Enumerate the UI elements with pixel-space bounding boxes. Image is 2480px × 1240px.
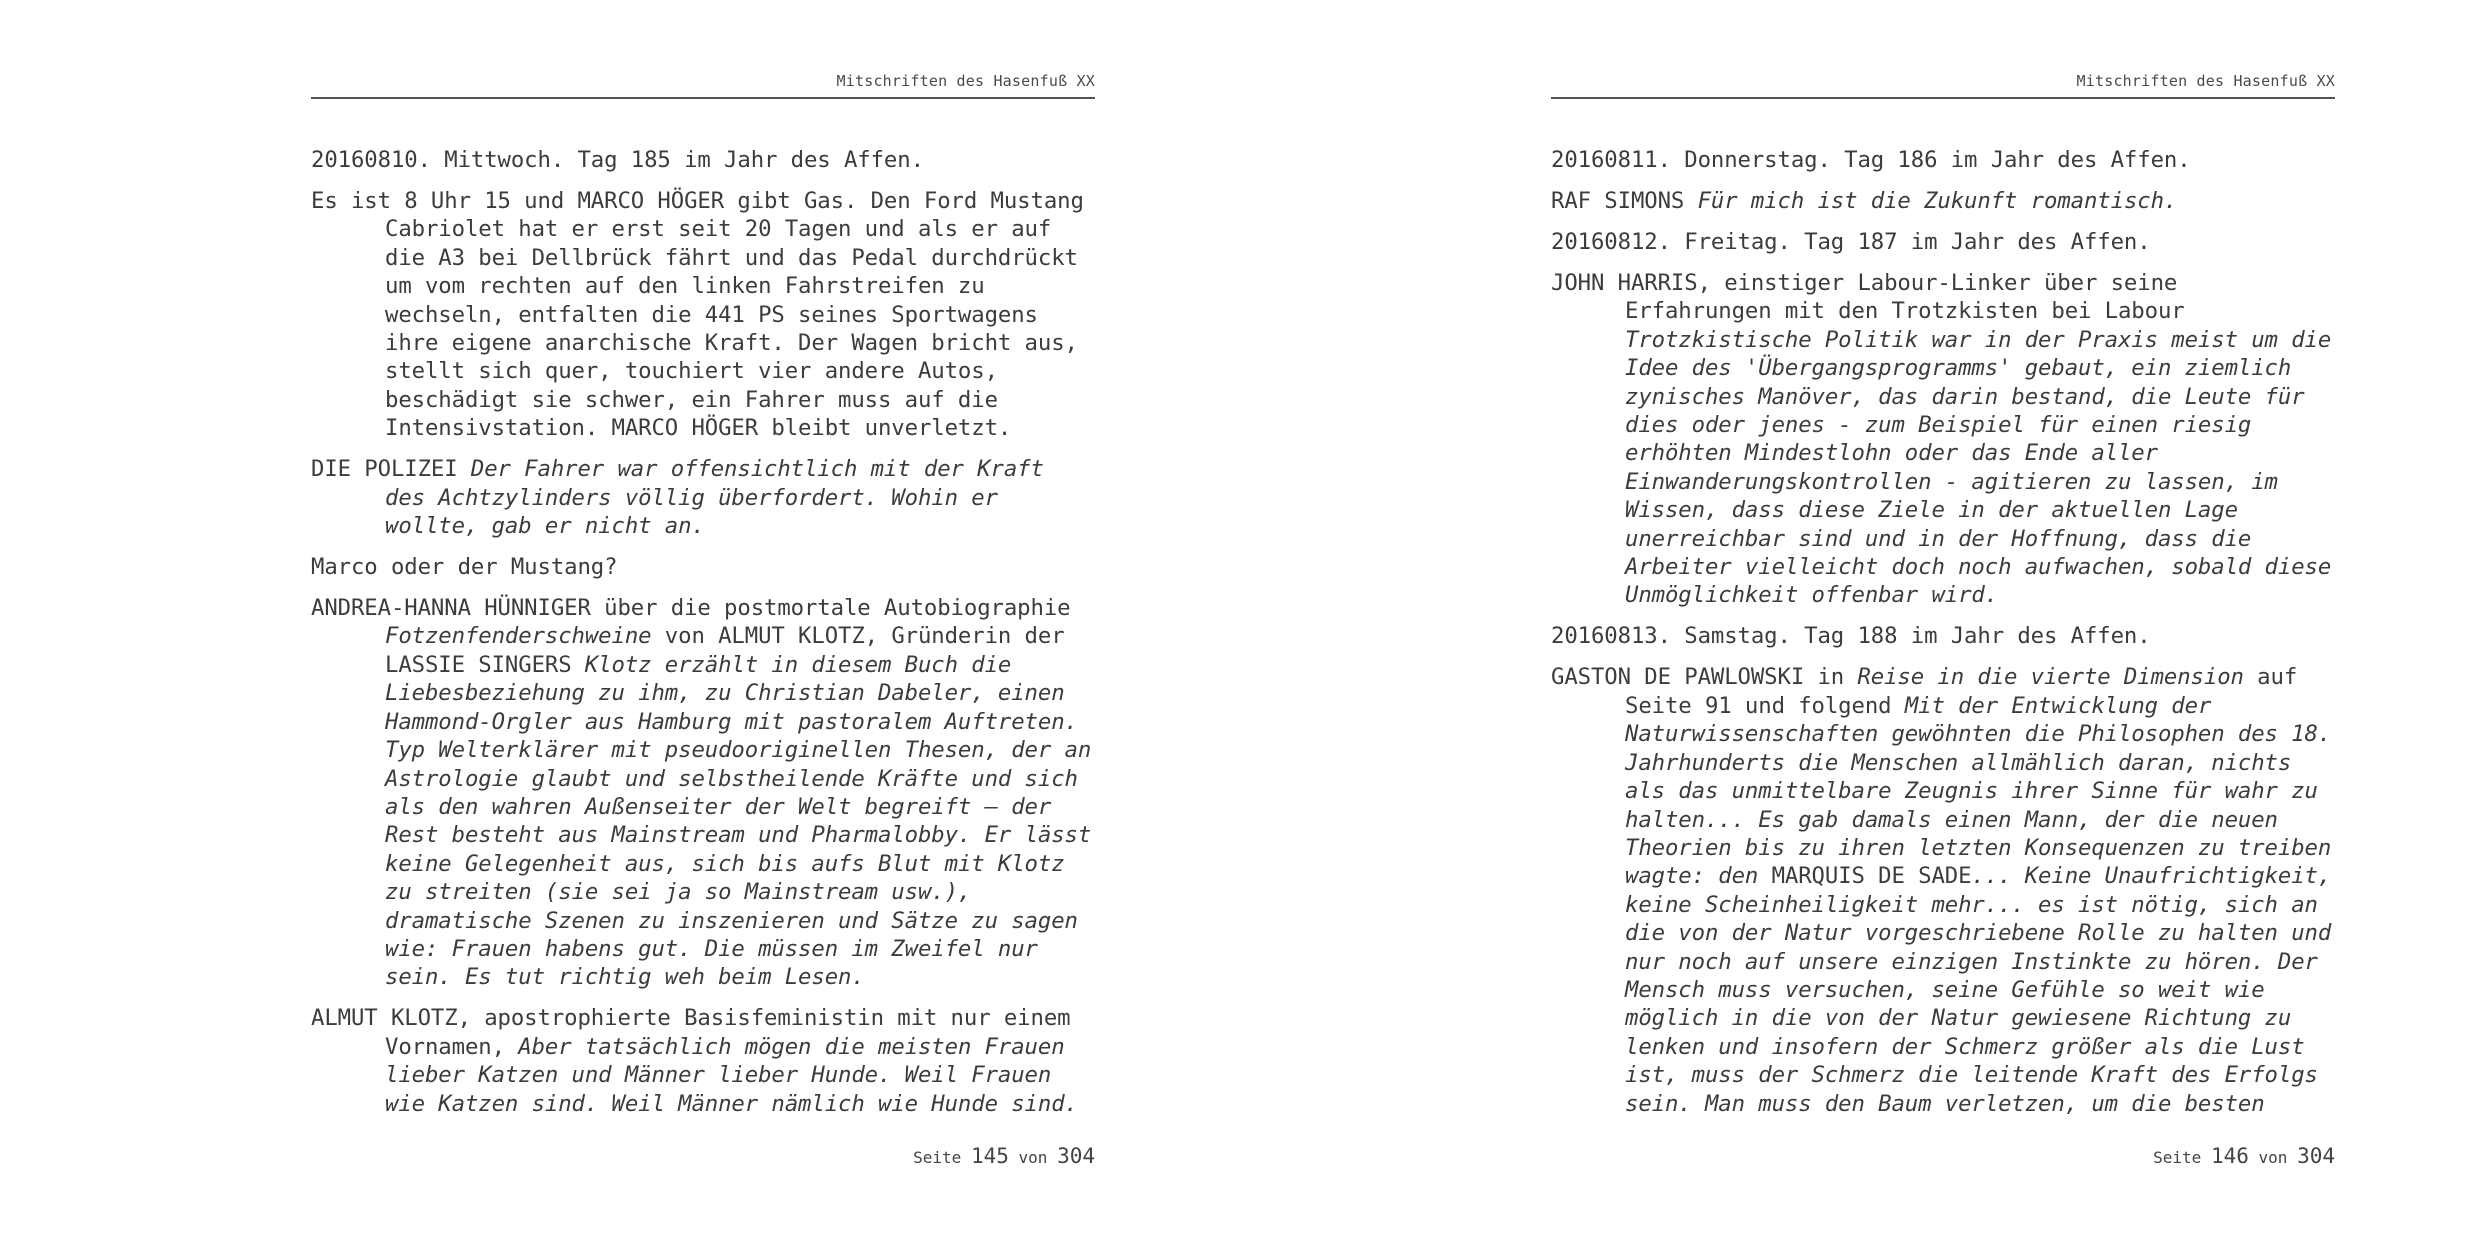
paragraph	[311, 146, 1095, 174]
header-rule	[1551, 97, 2335, 99]
text-segment: JOHN HARRIS, einstiger Labour-Linker über seine Erfahrungen mit den Trotzkisten bei Labour	[1551, 270, 2185, 325]
text-segment: MARQUIS DE SADE	[1771, 863, 1972, 890]
page-total: 304	[2297, 1144, 2335, 1168]
italic-text: Reise in die vierte Dimension	[1857, 664, 2244, 691]
footer-prefix: Seite	[913, 1148, 962, 1167]
paragraph	[1551, 622, 2335, 650]
page-number: 146	[2210, 1144, 2249, 1168]
italic-text: Trotzkistische Politik war in der Praxis meist um die Idee des 'Übergangsprogramms' gebaut, ein ziemlich zynisches Manöver, das darin bestand, die Leute für dies oder jenes - zum Beispiel für einen riesig erhöhten Mindestlohn oder das Ende aller Einwanderungskontrollen - agitieren zu lassen, im Wissen, dass diese Ziele in der aktuellen Lage unerreichbar sind und in der Hoffnung, dass die Arbeiter vielleicht doch noch aufwachen, sobald diese Unmöglichkeit offenbar wird.	[1625, 326, 2332, 609]
page-body	[311, 146, 1095, 1131]
text-segment: von ALMUT KLOTZ, Gründerin der LASSIE SINGERS	[385, 623, 1065, 678]
italic-text: Fotzenfenderschweine	[385, 623, 652, 650]
running-header: Mitschriften des Hasenfuß XX	[836, 72, 1095, 90]
paragraph	[1551, 146, 2335, 174]
page-number: 145	[970, 1144, 1009, 1168]
footer-of: von	[1018, 1148, 1048, 1167]
text-segment: 20160812. Freitag. Tag 187 im Jahr des Affen.	[1551, 229, 2151, 255]
page-total: 304	[1057, 1144, 1095, 1168]
italic-text: Der Fahrer war offensichtlich mit der Kraft des Achtzylinders völlig überfordert. Wohin er wollte, gab er nicht an.	[385, 456, 1044, 540]
text-segment: 20160810. Mittwoch. Tag 185 im Jahr des Affen.	[311, 147, 924, 173]
footer-of: von	[2258, 1148, 2288, 1167]
paragraph	[311, 1004, 1095, 1118]
text-segment: DIE POLIZEI	[311, 456, 471, 483]
paragraph	[1551, 269, 2335, 610]
page-footer	[1551, 1144, 2335, 1168]
text-segment: Marco oder der Mustang?	[311, 554, 618, 581]
page-footer	[311, 1144, 1095, 1168]
paragraph	[311, 187, 1095, 443]
paragraph	[1551, 228, 2335, 256]
text-segment: GASTON DE PAWLOWSKI in	[1551, 664, 1858, 691]
italic-text: Klotz erzählt in diesem Buch die Liebesbeziehung zu ihm, zu Christian Dabeler, einen Hammond-Orgler aus Hamburg mit pastoralem Auftreten. Typ Welterklärer mit pseudooriginellen Thesen, der an Astrologie glaubt und selbstheilende Kräfte und sich als den wahren Außenseiter der Welt begreift – der Rest besteht aus Mainstream und Pharmalobby. Er lässt keine Gelegenheit aus, sich bis aufs Blut mit Klotz zu streiten (sie sei ja so Mainstream usw.), dramatische Szenen zu inszenieren und Sätze zu sagen wie: Frauen habens gut. Die müssen im Zweifel nur sein. Es tut richtig weh beim Lesen.	[385, 651, 1092, 991]
header-rule	[311, 97, 1095, 99]
text-segment: Es ist 8 Uhr 15 und MARCO HÖGER gibt Gas. Den Ford Mustang Cabriolet hat er erst seit 20 Tagen und als er auf die A3 bei Dellbrück fährt und das Pedal durchdrückt um vom rechten auf den linken Fahrstreifen zu wechseln, entfalten die 441 PS seines Sportwagens ihre eigene anarchische Kraft. Der Wagen bricht aus, stellt sich quer, touchiert vier andere Autos, beschädigt sie schwer, ein Fahrer muss auf die Intensivstation. MARCO HÖGER bleibt unverletzt.	[311, 188, 1084, 442]
page-body	[1551, 146, 2335, 1131]
italic-text: Für mich ist die Zukunft romantisch.	[1697, 188, 2178, 214]
right-page	[1240, 0, 2480, 1240]
text-segment: ANDREA-HANNA HÜNNIGER über die postmortale Autobiographie	[311, 595, 1071, 622]
running-header: Mitschriften des Hasenfuß XX	[2076, 72, 2335, 90]
italic-text: ... Keine Unaufrichtigkeit, keine Scheinheiligkeit mehr... es ist nötig, sich an die von der Natur vorgeschriebene Rolle zu halten und nur noch auf unsere einzigen Instinkte zu hören. Der Mensch muss versuchen, seine Gefühle so weit wie möglich in die von der Natur gewiesene Richtung zu lenken und insofern der Schmerz größer als die Lust ist, muss der Schmerz die leitende Kraft des Erfolgs sein. Man muss den Baum verletzen, um die besten	[1625, 863, 2332, 1117]
text-segment: ALMUT KLOTZ, apostrophierte Basisfeministin mit nur einem Vornamen,	[311, 1005, 1071, 1060]
text-segment: 20160811. Donnerstag. Tag 186 im Jahr des Affen.	[1551, 147, 2191, 173]
italic-text: Aber tatsächlich mögen die meisten Frauen lieber Katzen und Männer lieber Hunde. Weil Frauen wie Katzen sind. Weil Männer nämlich wie Hunde sind.	[385, 1033, 1078, 1117]
footer-prefix: Seite	[2153, 1148, 2202, 1167]
paragraph	[311, 594, 1095, 992]
paragraph	[311, 455, 1095, 540]
text-segment: 20160813. Samstag. Tag 188 im Jahr des Affen.	[1551, 623, 2151, 650]
text-segment: RAF SIMONS	[1551, 188, 1698, 214]
paragraph	[311, 553, 1095, 581]
paragraph	[1551, 663, 2335, 1118]
paragraph	[1551, 187, 2335, 215]
italic-text: Mit der Entwicklung der Naturwissenschaften gewöhnten die Philosophen des 18. Jahrhunderts die Menschen allmählich daran, nichts als das unmittelbare Zeugnis ihrer Sinne für wahr zu halten... Es gab damals einen Mann, der die neuen Theorien bis zu ihren letzten Konsequenzen zu treiben wagte: den	[1625, 692, 2332, 890]
text-segment: auf Seite 91 und folgend	[1625, 664, 2298, 719]
